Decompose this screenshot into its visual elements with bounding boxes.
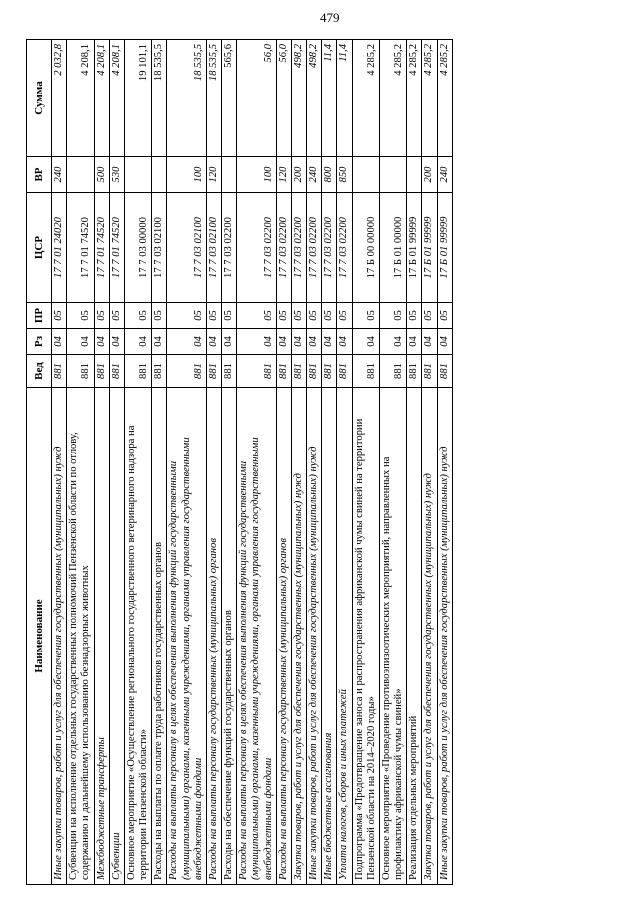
- cell-vr: 850: [337, 157, 352, 193]
- table-row: [167, 40, 207, 885]
- cell-ved: 881: [337, 355, 352, 388]
- cell-sum: 498,2: [291, 40, 306, 157]
- cell-ved: 881: [307, 355, 322, 388]
- table-row: [276, 40, 291, 885]
- cell-rz: 04: [352, 329, 379, 355]
- cell-name: Уплата налогов, сборов и иных платежей: [337, 388, 352, 885]
- cell-name: Иные закупки товаров, работ и услуг для обеспечения государственных (муниципальных) нужд: [437, 388, 452, 885]
- cell-rz: 04: [322, 329, 337, 355]
- table-row: [94, 40, 109, 885]
- table-row: [237, 40, 277, 885]
- cell-csr: 17 Б 01 99999: [407, 193, 422, 303]
- cell-pr: 05: [337, 303, 352, 329]
- table-row: [437, 40, 452, 885]
- cell-sum: 4 285,2: [352, 40, 379, 157]
- page-number: 479: [320, 10, 340, 25]
- table-row: [109, 40, 124, 885]
- cell-pr: 05: [152, 303, 167, 329]
- cell-name: Субвенции: [109, 388, 124, 885]
- cell-csr: 17 7 03 02200: [276, 193, 291, 303]
- cell-name: Реализация отдельных мероприятий: [407, 388, 422, 885]
- table-row: [124, 40, 151, 885]
- cell-name: Расходы на выплаты персоналу государственных (муниципальных) органов: [206, 388, 221, 885]
- cell-csr: 17 7 03 02200: [322, 193, 337, 303]
- header-sum: Сумма: [27, 40, 52, 157]
- table-row: [322, 40, 337, 885]
- cell-ved: 881: [422, 355, 437, 388]
- cell-name: Иные закупки товаров, работ и услуг для обеспечения государственных (муниципальных) нужд: [307, 388, 322, 885]
- cell-sum: 11,4: [337, 40, 352, 157]
- cell-name: Расходы на выплаты персоналу в целях обеспечения выполнения функций государственными (муниципальными) органами, казенными учреждениями, органами управления государственными внебюджетными фондами: [237, 388, 277, 885]
- cell-pr: 05: [167, 303, 207, 329]
- cell-name: Основное мероприятие «Проведение противоэпизоотических мероприятий, направленных на профилактику африканской чумы свиней»: [379, 388, 406, 885]
- cell-rz: 04: [94, 329, 109, 355]
- cell-pr: 05: [276, 303, 291, 329]
- cell-csr: 17 7 01 74520: [67, 193, 94, 303]
- table-row: [422, 40, 437, 885]
- cell-pr: 05: [222, 303, 237, 329]
- cell-pr: 05: [307, 303, 322, 329]
- cell-vr: [379, 157, 406, 193]
- cell-ved: 881: [52, 355, 67, 388]
- cell-rz: 04: [276, 329, 291, 355]
- cell-vr: 200: [422, 157, 437, 193]
- cell-csr: 17 Б 00 00000: [352, 193, 379, 303]
- cell-rz: 04: [222, 329, 237, 355]
- table-row: [52, 40, 67, 885]
- cell-ved: 881: [276, 355, 291, 388]
- cell-csr: 17 Б 01 99999: [437, 193, 452, 303]
- header-name: Наименование: [27, 388, 52, 885]
- header-rz: Рз: [27, 329, 52, 355]
- cell-csr: 17 7 03 02100: [206, 193, 221, 303]
- cell-name: Субвенции на исполнение отдельных государственных полномочий Пензенской области по отлову, содержанию и дальнейшему использованию безнадзорных животных: [67, 388, 94, 885]
- cell-sum: 4 285,2: [407, 40, 422, 157]
- cell-pr: 05: [206, 303, 221, 329]
- table-row: [222, 40, 237, 885]
- cell-name: Основное мероприятие «Осуществление регионального государственного ветеринарного надзора на территории Пензенской области»: [124, 388, 151, 885]
- cell-name: Иные бюджетные ассигнования: [322, 388, 337, 885]
- header-pr: ПР: [27, 303, 52, 329]
- cell-vr: 240: [52, 157, 67, 193]
- cell-rz: 04: [167, 329, 207, 355]
- cell-csr: 17 7 03 02200: [307, 193, 322, 303]
- header-ved: Вед: [27, 355, 52, 388]
- cell-ved: 881: [352, 355, 379, 388]
- cell-vr: 530: [109, 157, 124, 193]
- cell-rz: 04: [52, 329, 67, 355]
- cell-vr: 100: [167, 157, 207, 193]
- cell-csr: 17 7 03 02200: [291, 193, 306, 303]
- cell-vr: 500: [94, 157, 109, 193]
- cell-sum: 18 535,5: [167, 40, 207, 157]
- cell-vr: [222, 157, 237, 193]
- cell-pr: 05: [291, 303, 306, 329]
- cell-pr: 05: [352, 303, 379, 329]
- cell-rz: 04: [291, 329, 306, 355]
- cell-vr: [407, 157, 422, 193]
- cell-sum: 498,2: [307, 40, 322, 157]
- cell-rz: 04: [206, 329, 221, 355]
- cell-rz: 04: [307, 329, 322, 355]
- cell-rz: 04: [152, 329, 167, 355]
- cell-sum: 11,4: [322, 40, 337, 157]
- table-row: [337, 40, 352, 885]
- header-row: [27, 40, 52, 885]
- cell-ved: 881: [206, 355, 221, 388]
- cell-rz: 04: [437, 329, 452, 355]
- cell-ved: 881: [222, 355, 237, 388]
- cell-pr: 05: [94, 303, 109, 329]
- cell-csr: 17 7 03 02200: [237, 193, 277, 303]
- cell-pr: 05: [422, 303, 437, 329]
- cell-vr: 100: [237, 157, 277, 193]
- cell-sum: 4 285,2: [422, 40, 437, 157]
- header-vr: ВР: [27, 157, 52, 193]
- cell-pr: 05: [52, 303, 67, 329]
- cell-sum: 56,0: [237, 40, 277, 157]
- cell-ved: 881: [167, 355, 207, 388]
- cell-csr: 17 7 03 02100: [167, 193, 207, 303]
- cell-csr: 17 7 01 24020: [52, 193, 67, 303]
- cell-sum: 4 208,1: [67, 40, 94, 157]
- cell-sum: 4 208,1: [109, 40, 124, 157]
- cell-name: Расходы на выплаты персоналу в целях обеспечения выполнения функций государственными (муниципальными) органами, казенными учреждениями, органами управления государственными внебюджетными фондами: [167, 388, 207, 885]
- cell-name: Закупка товаров, работ и услуг для обеспечения государственных (муниципальных) нужд: [291, 388, 306, 885]
- cell-vr: [352, 157, 379, 193]
- cell-pr: 05: [379, 303, 406, 329]
- cell-ved: 881: [437, 355, 452, 388]
- cell-ved: 881: [407, 355, 422, 388]
- cell-ved: 881: [67, 355, 94, 388]
- cell-ved: 881: [109, 355, 124, 388]
- cell-csr: 17 Б 01 99999: [422, 193, 437, 303]
- cell-rz: 04: [379, 329, 406, 355]
- cell-sum: 4 208,1: [94, 40, 109, 157]
- cell-rz: 04: [109, 329, 124, 355]
- table-row: [206, 40, 221, 885]
- cell-name: Расходы на обеспечение функций государственных органов: [222, 388, 237, 885]
- cell-vr: 240: [307, 157, 322, 193]
- cell-vr: [152, 157, 167, 193]
- cell-vr: 200: [291, 157, 306, 193]
- cell-rz: 04: [67, 329, 94, 355]
- cell-sum: 2 032,8: [52, 40, 67, 157]
- cell-name: Подпрограмма «Предотвращение заноса и распространения африканской чумы свиней на территории Пензенской области на 2014–2020 годы»: [352, 388, 379, 885]
- cell-csr: 17 7 03 02200: [222, 193, 237, 303]
- cell-pr: 05: [407, 303, 422, 329]
- cell-rz: 04: [337, 329, 352, 355]
- table-row: [152, 40, 167, 885]
- table-row: [352, 40, 379, 885]
- cell-name: Межбюджетные трансферты: [94, 388, 109, 885]
- cell-csr: 17 7 03 02200: [337, 193, 352, 303]
- cell-rz: 04: [407, 329, 422, 355]
- cell-vr: [124, 157, 151, 193]
- cell-sum: 4 285,2: [437, 40, 452, 157]
- table-row: [67, 40, 94, 885]
- cell-ved: 881: [152, 355, 167, 388]
- table-row: [307, 40, 322, 885]
- cell-csr: 17 7 01 74520: [109, 193, 124, 303]
- budget-table: [26, 39, 453, 885]
- cell-rz: 04: [237, 329, 277, 355]
- cell-ved: 881: [124, 355, 151, 388]
- cell-name: Иные закупки товаров, работ и услуг для обеспечения государственных (муниципальных) нужд: [52, 388, 67, 885]
- cell-vr: [67, 157, 94, 193]
- cell-name: Расходы на выплаты по оплате труда работников государственных органов: [152, 388, 167, 885]
- cell-ved: 881: [94, 355, 109, 388]
- cell-sum: 56,0: [276, 40, 291, 157]
- cell-sum: 19 101,1: [124, 40, 151, 157]
- cell-ved: 881: [322, 355, 337, 388]
- table-body: [52, 40, 453, 885]
- cell-name: Закупка товаров, работ и услуг для обеспечения государственных (муниципальных) нужд: [422, 388, 437, 885]
- table-row: [407, 40, 422, 885]
- cell-csr: 17 7 03 00000: [124, 193, 151, 303]
- cell-sum: 18 535,5: [206, 40, 221, 157]
- cell-sum: 18 535,5: [152, 40, 167, 157]
- cell-vr: 800: [322, 157, 337, 193]
- cell-pr: 05: [109, 303, 124, 329]
- cell-pr: 05: [322, 303, 337, 329]
- budget-table-area: [26, 40, 581, 885]
- table-row: [379, 40, 406, 885]
- cell-ved: 881: [291, 355, 306, 388]
- cell-vr: 120: [206, 157, 221, 193]
- cell-pr: 05: [124, 303, 151, 329]
- cell-pr: 05: [237, 303, 277, 329]
- cell-csr: 17 7 03 02100: [152, 193, 167, 303]
- cell-pr: 05: [437, 303, 452, 329]
- header-csr: ЦСР: [27, 193, 52, 303]
- cell-csr: 17 Б 01 00000: [379, 193, 406, 303]
- cell-sum: 565,6: [222, 40, 237, 157]
- cell-ved: 881: [379, 355, 406, 388]
- cell-vr: 120: [276, 157, 291, 193]
- cell-pr: 05: [67, 303, 94, 329]
- cell-csr: 17 7 01 74520: [94, 193, 109, 303]
- table-row: [291, 40, 306, 885]
- cell-rz: 04: [124, 329, 151, 355]
- cell-sum: 4 285,2: [379, 40, 406, 157]
- cell-rz: 04: [422, 329, 437, 355]
- cell-ved: 881: [237, 355, 277, 388]
- cell-name: Расходы на выплаты персоналу государственных (муниципальных) органов: [276, 388, 291, 885]
- cell-vr: 240: [437, 157, 452, 193]
